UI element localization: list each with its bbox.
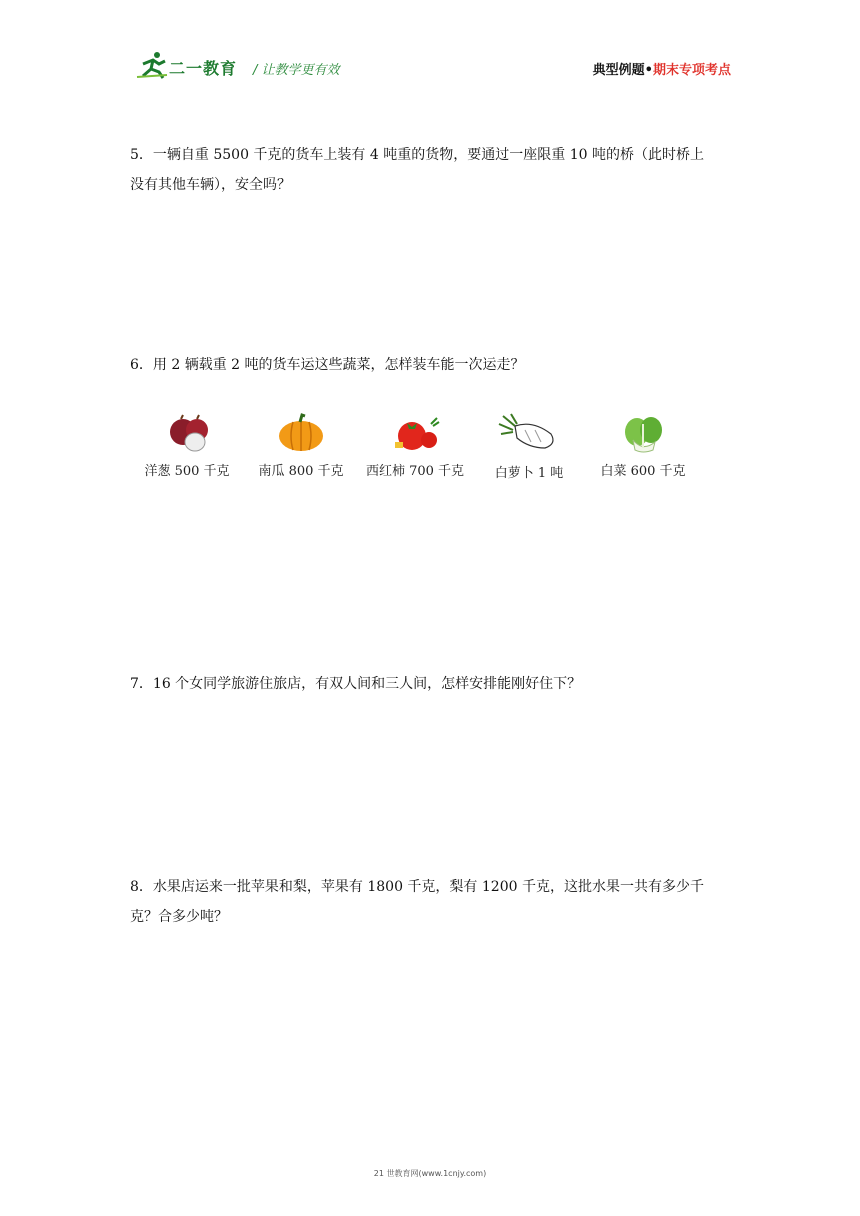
vegetable-label: 西红柿 700 千克 — [365, 464, 465, 479]
vegetable-label: 白萝卜 1 吨 — [494, 466, 564, 481]
vegetable-row — [130, 410, 700, 492]
tomato-icon — [385, 412, 445, 454]
question-8 — [130, 872, 730, 932]
runner-logo-icon — [135, 50, 169, 80]
page-title-right: 期末专项考点 — [652, 63, 731, 78]
question-line: 5．一辆自重 5500 千克的货车上装有 4 吨重的货物，要通过一座限重 10 吨的桥（此时桥上 — [130, 147, 704, 163]
page-title — [593, 59, 731, 78]
vegetable-label: 洋葱 500 千克 — [144, 464, 230, 479]
slogan: / 让教学更有效 — [253, 63, 340, 78]
vegetable-item — [472, 410, 586, 492]
logo-text: 二一教育 — [169, 59, 238, 78]
vegetable-item — [358, 410, 472, 492]
page-title-left: 典型例题• — [592, 63, 653, 78]
question-7 — [130, 669, 730, 699]
question-line: 6．用 2 辆载重 2 吨的货车运这些蔬菜，怎样装车能一次运走？ — [130, 357, 525, 373]
question-line: 7．16 个女同学旅游住旅店，有双人间和三人间，怎样安排能刚好住下？ — [130, 676, 582, 692]
page-footer: 21 世教育网(www.1cnjy.com) — [373, 1169, 487, 1178]
page-header — [135, 50, 735, 84]
question-6 — [130, 350, 730, 380]
question-line: 8．水果店运来一批苹果和梨，苹果有 1800 千克，梨有 1200 千克，这批水果一共有多少千 — [130, 879, 704, 895]
vegetable-item — [586, 410, 700, 492]
vegetable-item — [130, 410, 244, 492]
cabbage-icon — [613, 412, 673, 454]
radish-icon — [493, 412, 565, 456]
onion-icon — [157, 412, 217, 454]
vegetable-item — [244, 410, 358, 492]
question-line: 没有其他车辆），安全吗？ — [130, 177, 291, 193]
pumpkin-icon — [271, 412, 331, 454]
question-5 — [130, 140, 730, 200]
vegetable-label: 南瓜 800 千克 — [258, 464, 344, 479]
logo — [135, 50, 245, 80]
question-line: 克？合多少吨？ — [130, 909, 228, 925]
vegetable-label: 白菜 600 千克 — [600, 464, 686, 479]
